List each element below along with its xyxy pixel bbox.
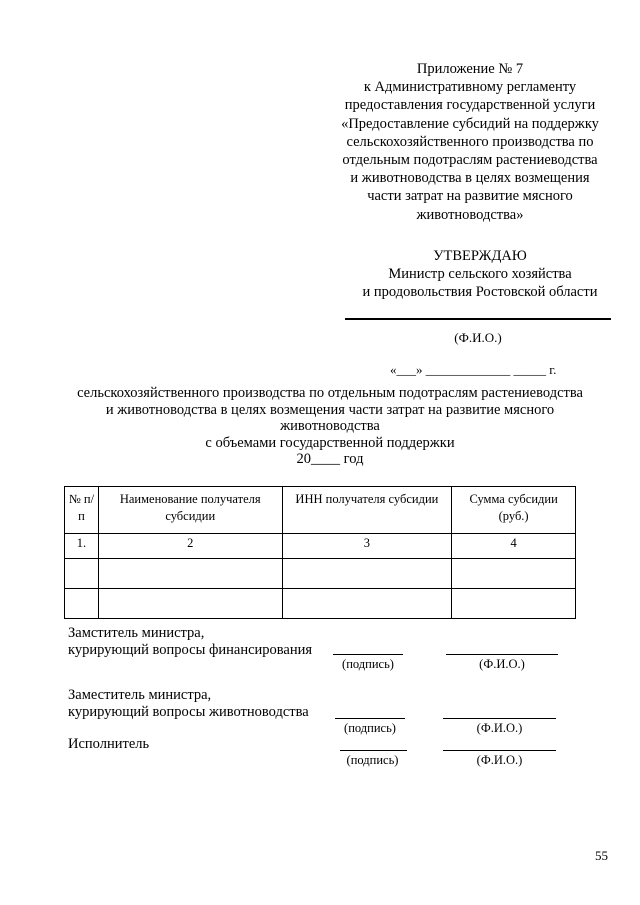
- table-cell: 1.: [65, 534, 99, 559]
- table-cell: 4: [452, 534, 576, 559]
- approval-line: и продовольствия Ростовской области: [362, 284, 598, 300]
- appendix-line: части затрат на развитие мясного: [367, 188, 573, 205]
- table-header-row: [65, 487, 576, 534]
- table-cell: [282, 589, 452, 619]
- livestock-deputy-line2: курирующий вопросы животноводства: [68, 704, 309, 720]
- appendix-line: к Административному регламенту: [363, 79, 577, 96]
- page-number: 55: [595, 848, 608, 863]
- appendix-line: Приложение № 7: [416, 61, 524, 77]
- heading-line: животноводства: [280, 418, 380, 434]
- executor-fio-caption: (Ф.И.О.): [476, 753, 523, 767]
- header-sum: Сумма субсидии (руб.): [452, 487, 576, 534]
- executor-signature-line: [340, 750, 407, 751]
- heading-line: и животноводства в целях возмещения части затрат на развитие мясного: [105, 401, 555, 418]
- header-inn: ИНН получателя субсидии: [282, 487, 452, 534]
- table-numbering-row: [65, 534, 576, 559]
- header-number: № п/п: [65, 487, 99, 534]
- executor-fio-line: [443, 750, 556, 751]
- document-heading: [50, 385, 610, 468]
- heading-line: с объемами государственной поддержки: [205, 434, 455, 451]
- livestock-fio-caption: (Ф.И.О.): [476, 721, 523, 735]
- heading-line: сельскохозяйственного производства по отдельным подотраслям растениеводства: [77, 385, 583, 401]
- finance-deputy-line1: Замститель министра,: [68, 625, 205, 641]
- livestock-deputy-label: [68, 687, 309, 721]
- livestock-sign-caption: (подпись): [344, 721, 396, 735]
- table-cell: [98, 559, 282, 589]
- approval-block: [335, 247, 625, 301]
- table-cell: [65, 589, 99, 619]
- approval-title: УТВЕРЖДАЮ: [433, 248, 527, 264]
- finance-fio-line: [446, 654, 558, 655]
- appendix-line: отдельным подотраслям растениеводства: [342, 152, 598, 169]
- approval-fio-caption: (Ф.И.О.): [454, 330, 502, 345]
- table-cell: [282, 559, 452, 589]
- table-cell: [452, 559, 576, 589]
- executor-sign-caption: (подпись): [346, 753, 399, 767]
- approval-signature-line: [345, 318, 611, 320]
- header-recipient-name: Наименование получателя субсидии: [98, 487, 282, 534]
- finance-deputy-label: [68, 625, 312, 659]
- appendix-block: [320, 60, 620, 224]
- approval-date: «___» _____________ _____ г.: [390, 362, 557, 377]
- approval-line: Министр сельского хозяйства: [388, 266, 572, 282]
- subsidy-table: [64, 486, 576, 619]
- table-cell: [65, 559, 99, 589]
- table-cell: [452, 589, 576, 619]
- heading-line: 20____ год: [296, 451, 364, 467]
- table-cell: 2: [98, 534, 282, 559]
- livestock-signature-line: [335, 718, 405, 719]
- finance-deputy-line2: курирующий вопросы финансирования: [68, 642, 313, 658]
- executor-label: Исполнитель: [68, 736, 150, 752]
- finance-signature-line: [333, 654, 403, 655]
- table-row: [65, 589, 576, 619]
- appendix-line: предоставления государственной услуги: [344, 97, 596, 114]
- table-cell: [98, 589, 282, 619]
- appendix-line: животноводства»: [416, 206, 524, 223]
- finance-sign-caption: (подпись): [342, 657, 394, 671]
- appendix-line: «Предоставление субсидий на поддержку: [341, 115, 599, 132]
- finance-fio-caption: (Ф.И.О.): [479, 657, 525, 671]
- appendix-line: сельскохозяйственного производства по: [346, 133, 594, 150]
- table-row: [65, 559, 576, 589]
- livestock-deputy-line1: Заместитель министра,: [68, 687, 212, 703]
- appendix-line: и животноводства в целях возмещения: [350, 170, 590, 187]
- livestock-fio-line: [443, 718, 556, 719]
- table-cell: 3: [282, 534, 452, 559]
